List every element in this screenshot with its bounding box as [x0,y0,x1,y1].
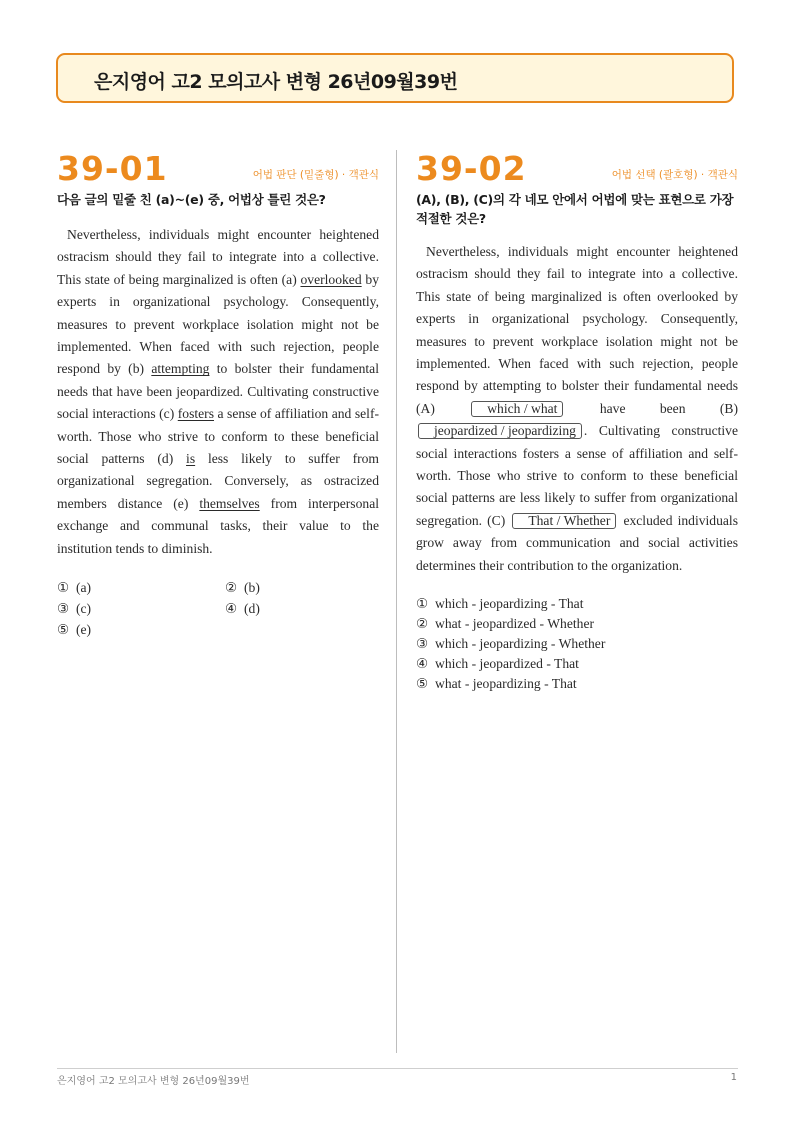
column-divider [396,150,397,1053]
box-a: which / what [471,401,563,417]
choice-4[interactable]: ④ which - jeopardized - That [416,656,579,672]
question-type: 어법 선택 (괄호형) · 객관식 [611,169,738,181]
question-number: 39-01 [57,149,168,188]
choice-4[interactable]: ④ (d) [225,601,260,617]
choice-1[interactable]: ① which - jeopardizing - That [416,596,584,612]
choice-5[interactable]: ⑤ (e) [57,622,92,638]
page-number: 1 [730,1072,737,1083]
choice-2[interactable]: ② what - jeopardized - Whether [416,616,595,632]
question-prompt: 다음 글의 밑줄 친 (a)~(e) 중, 어법상 틀린 것은? [57,192,326,207]
box-c: That / Whether [512,513,616,529]
underline-c: fosters [177,406,214,422]
choice-3[interactable]: ③ which - jeopardizing - Whether [416,636,606,652]
footer-divider [57,1068,738,1069]
underline-e: themselves [199,495,260,511]
answer-choices [57,578,379,639]
question-type: 어법 판단 (밑줄형) · 객관식 [252,169,379,181]
choice-1[interactable]: ① (a) [57,580,92,596]
question-header [416,150,738,188]
header-banner [56,53,734,103]
passage: Nevertheless, individuals might encounter heightened ostracism should they fail to integrate into a collective. This state of being marginalized is often overlooked by experts in organizational psychology. Consequently, measures to prevent workplace isolation might not be implemented. When faced with such rejection, people respond by attempting to bolster their fundamental needs (A) which / what have been (B) jeopardized / jeopardizing . Cultivating constructive social interactions fosters a sense of affiliation and self-worth. Those who strive to conform to these beneficial social patterns are less likely to suffer from organizational segregation. (C) That / Whether excluded individuals grow away from communication and social activities determines their contribution to the organization. [416,244,738,573]
choice-5[interactable]: ⑤ what - jeopardizing - That [416,676,577,692]
choice-3[interactable]: ③ (c) [57,601,92,617]
underline-d: is [186,451,196,467]
question-header [57,150,379,188]
footer-title: 은지영어 고2 모의고사 변형 26년09월39번 [57,1076,250,1087]
passage: Nevertheless, individuals might encounter heightened ostracism should they fail to integrate into a collective. This state of being marginalized is often (a) overlooked by experts in organizational psychology. Consequently, measures to prevent workplace isolation might not be implemented. When faced with such rejection, people respond by (b) attempting to bolster their fundamental needs that have been jeopardized. Cultivating constructive social interactions (c) fosters a sense of affiliation and self-worth. Those who strive to conform to these beneficial social patterns (d) is less likely to suffer from organizational segregation. Conversely, as ostracized members distance (e) themselves from interpersonal exchange and communal tasks, their value to the institution tends to diminish. [57,227,380,556]
question-number: 39-02 [416,149,527,188]
box-b: jeopardized / jeopardizing [418,423,582,439]
underline-b: attempting [151,361,210,377]
page-title: 은지영어 고2 모의고사 변형 26년09월39번 [94,71,458,93]
question-prompt: (A), (B), (C)의 각 네모 안에서 어법에 맞는 표현으로 가장 적절한 것은? [416,192,734,226]
choice-2[interactable]: ② (b) [225,580,260,596]
question-39-01 [57,150,379,639]
underline-a: overlooked [300,271,362,287]
question-39-02 [416,150,738,694]
answer-choices [416,594,738,694]
